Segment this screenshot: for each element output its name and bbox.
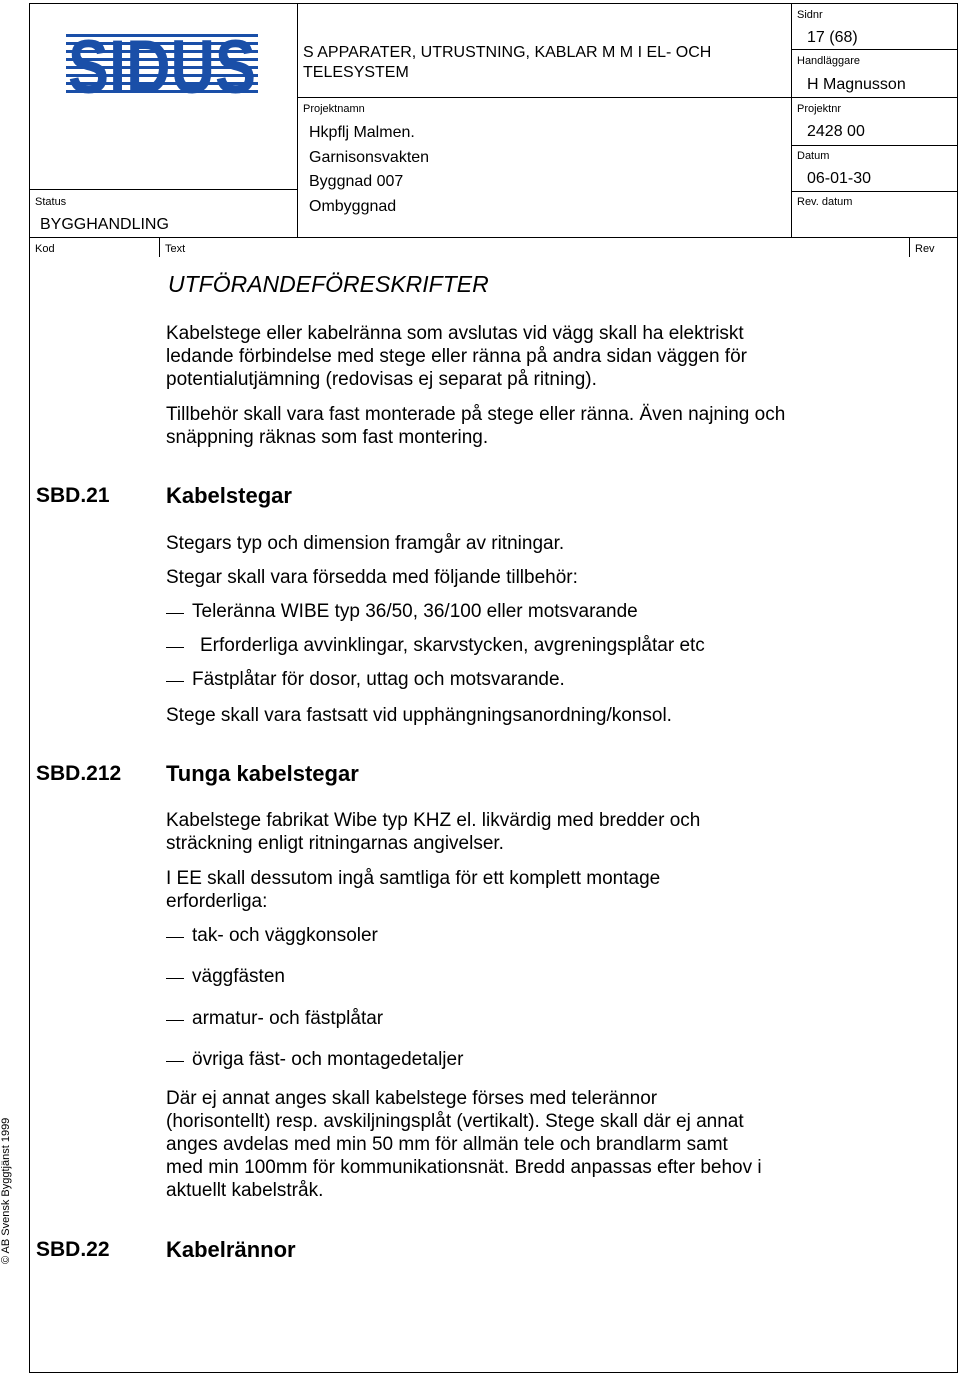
section-paragraph: Kabelstege fabrikat Wibe typ KHZ el. likvärdig med bredder och sträckning enligt ritningarnas angivelser. — [166, 810, 701, 854]
sidnr-value: 17 (68) — [807, 29, 858, 46]
revdatum-label: Rev. datum — [797, 196, 853, 208]
copyright-note: © AB Svensk Byggtjänst 1999 — [0, 1117, 12, 1264]
bullet-dash — [166, 978, 184, 979]
bullet-item: övriga fäst- och montagedetaljer — [192, 1049, 464, 1070]
bullet-item: Teleränna WIBE typ 36/50, 36/100 eller motsvarande — [192, 601, 638, 622]
section-heading: Kabelstegar — [166, 483, 292, 508]
projektnamn-line: Hkpflj Malmen. — [309, 124, 415, 141]
column-kod: Kod — [35, 243, 55, 255]
header-line — [297, 97, 958, 98]
header-divider-1 — [297, 3, 298, 237]
datum-label: Datum — [797, 150, 830, 162]
sidus-logo — [66, 25, 258, 110]
section-paragraph: Stege skall vara fastsatt vid upphängningsanordning/konsol. — [166, 705, 672, 726]
bullet-item: Fästplåtar för dosor, uttag och motsvarande. — [192, 669, 565, 690]
section-heading: Tunga kabelstegar — [166, 761, 359, 786]
projektnamn-line: Ombyggnad — [309, 198, 397, 215]
header-line — [791, 145, 958, 146]
projektnamn-line: Byggnad 007 — [309, 173, 404, 190]
column-divider — [909, 237, 910, 257]
sidnr-label: Sidnr — [797, 9, 823, 21]
section-paragraph: Stegar skall vara försedda med följande tillbehör: — [166, 567, 578, 588]
section-code: SBD.22 — [36, 1238, 110, 1261]
section-heading: Kabelrännor — [166, 1237, 296, 1262]
bullet-item: väggfästen — [192, 966, 285, 987]
bullet-dash — [166, 613, 184, 614]
bullet-item: armatur- och fästplåtar — [192, 1008, 384, 1029]
section-title: S APPARATER, UTRUSTNING, KABLAR M M I EL- OCH TELESYSTEM — [303, 44, 712, 81]
header-bottom-line — [29, 237, 958, 238]
document-title: UTFÖRANDEFÖRESKRIFTER — [168, 271, 489, 297]
handlaggare-value: H Magnusson — [807, 76, 906, 93]
bullet-dash — [166, 1061, 184, 1062]
bullet-item: Erforderliga avvinklingar, skarvstycken, avgreningsplåtar etc — [200, 635, 705, 656]
section-paragraph: I EE skall dessutom ingå samtliga för ett komplett montage erforderliga: — [166, 868, 661, 912]
bullet-dash — [166, 647, 184, 648]
header-line — [791, 49, 958, 50]
status-label: Status — [35, 196, 67, 208]
header-line — [29, 189, 297, 190]
section-code: SBD.212 — [36, 762, 122, 785]
column-rev: Rev — [915, 243, 935, 255]
column-divider — [159, 237, 160, 257]
projektnamn-line: Garnisonsvakten — [309, 149, 430, 166]
bullet-dash — [166, 937, 184, 938]
datum-value: 06-01-30 — [807, 170, 872, 187]
projektnr-label: Projektnr — [797, 103, 842, 115]
projektnamn-label: Projektnamn — [303, 103, 365, 115]
section-paragraph: Där ej annat anges skall kabelstege förses med telerännor (horisontellt) resp. avskiljningsplåt (vertikalt). Stege skall där ej annat anges avdelas med min 50 mm för allmän tele och brandlarm samt med min 100mm för kommunikationsnät. Bredd anpassas efter behov i aktuellt kabelstråk. — [166, 1088, 762, 1201]
svg-text:SIDUS: SIDUS — [68, 25, 256, 110]
section-paragraph: Stegars typ och dimension framgår av ritningar. — [166, 533, 565, 554]
section-code: SBD.21 — [36, 484, 110, 507]
handlaggare-label: Handläggare — [797, 55, 860, 67]
projektnr-value: 2428 00 — [807, 123, 865, 140]
bullet-item: tak- och väggkonsoler — [192, 925, 378, 946]
bullet-dash — [166, 1020, 184, 1021]
column-text: Text — [165, 243, 186, 255]
header-divider-2 — [791, 3, 792, 237]
bullet-dash — [166, 681, 184, 682]
intro-paragraph: Tillbehör skall vara fast monterade på stege eller ränna. Även najning och snäppning räknas som fast montering. — [166, 404, 786, 448]
header-line — [791, 191, 958, 192]
status-value: BYGGHANDLING — [40, 216, 169, 233]
intro-paragraph: Kabelstege eller kabelränna som avslutas vid vägg skall ha elektriskt ledande förbindelse med stege eller ränna på andra sidan väggen för potentialutjämning (redovisas ej separat på ritning). — [166, 323, 747, 390]
